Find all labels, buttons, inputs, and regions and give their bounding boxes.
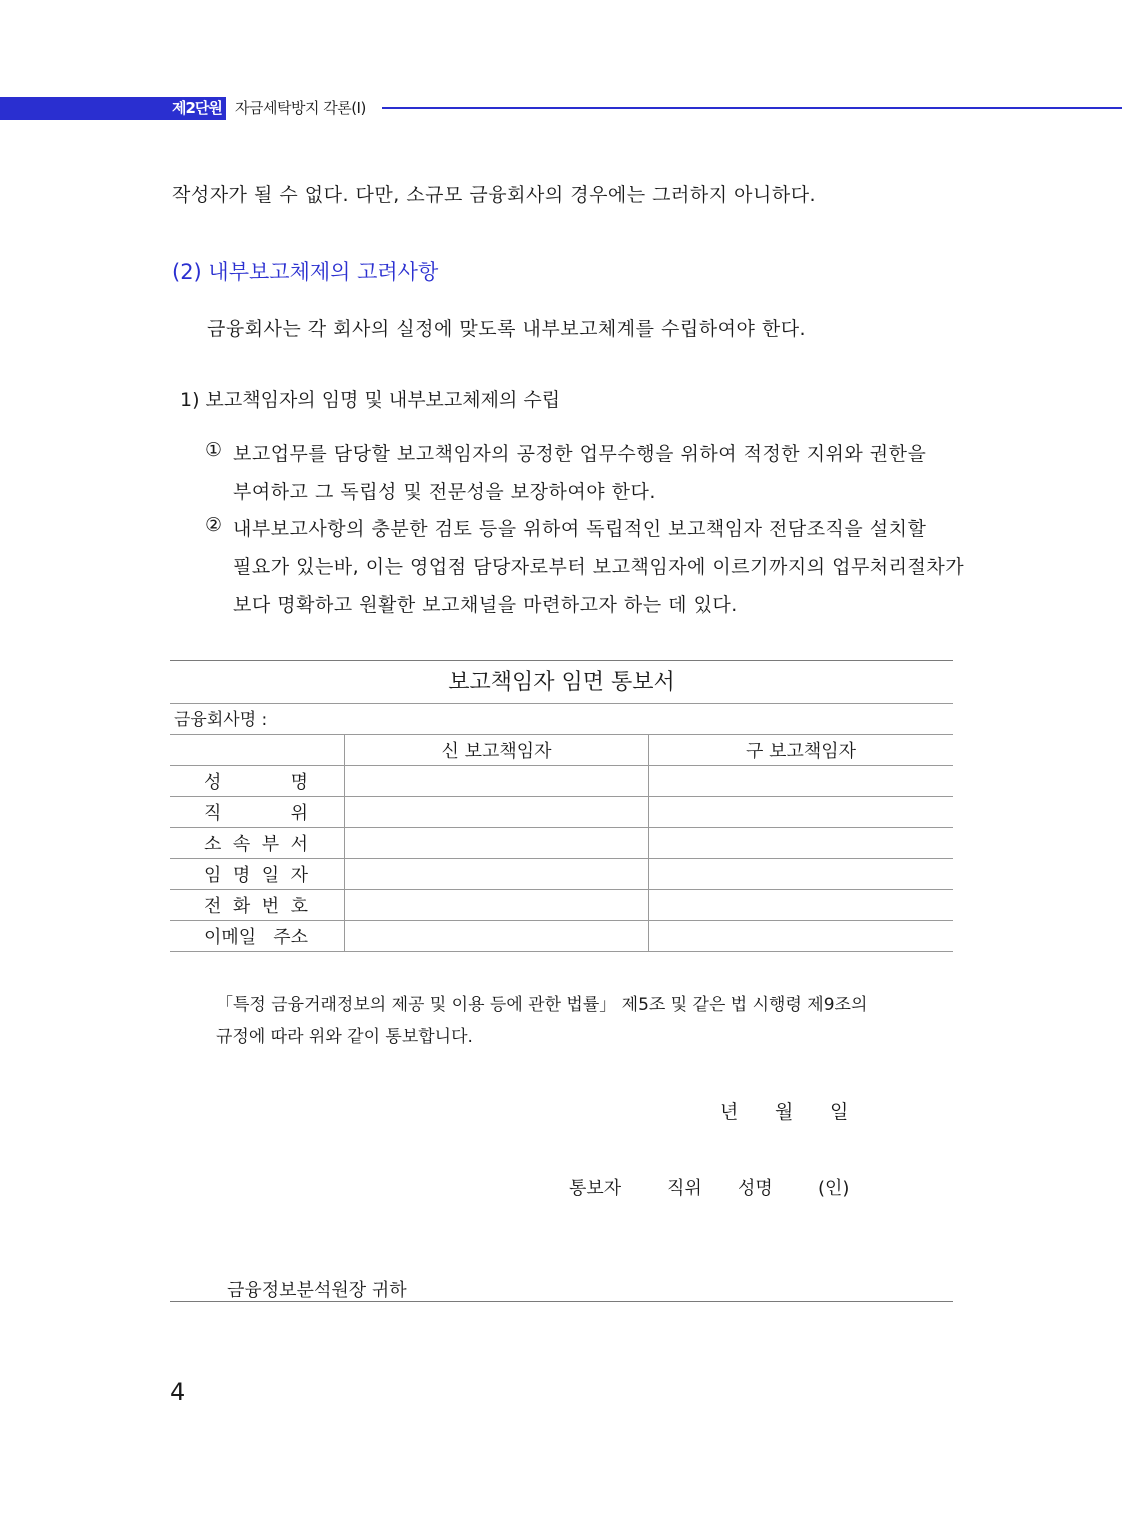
table-header-row: [170, 735, 953, 766]
row-label-char: 호: [290, 896, 308, 917]
page-number: 4: [170, 1378, 186, 1406]
row-label-char: 서: [290, 834, 308, 855]
name-label: 성명: [738, 1178, 773, 1199]
item-text-line: 보다 명확하고 원활한 보고채널을 마련하고자 하는 데 있다.: [233, 594, 738, 616]
item-text-line: 내부보고사항의 충분한 검토 등을 위하여 독립적인 보고책임자 전담조직을 설치할: [233, 518, 927, 540]
item-text-line: 필요가 있는바, 이는 영업점 담당자로부터 보고책임자에 이르기까지의 업무처리절차가: [233, 556, 965, 578]
col-old-officer: 구 보고책임자: [649, 735, 954, 766]
item-number: ①: [205, 439, 223, 461]
table-row: [170, 921, 953, 952]
header-blank-cell: [170, 735, 345, 766]
item-text-line: 부여하고 그 독립성 및 전문성을 보장하여야 한다.: [233, 481, 656, 503]
row-label-char: 위: [290, 803, 308, 824]
form-bottom-rule: [170, 1301, 953, 1302]
old-officer-cell[interactable]: [649, 859, 954, 890]
item-text-line: 보고업무를 담당할 보고책임자의 공정한 업무수행을 위하여 적정한 지위와 권한을: [233, 443, 927, 465]
new-officer-cell[interactable]: [345, 828, 649, 859]
row-label-char: 주소: [273, 927, 308, 948]
row-label-char: 임: [204, 865, 222, 886]
row-label-position: [170, 797, 345, 828]
row-label-char: 소: [204, 834, 222, 855]
old-officer-cell[interactable]: [649, 797, 954, 828]
row-label-char: 명: [290, 772, 308, 793]
row-label-char: 성: [204, 772, 222, 793]
sub-heading: 1) 보고책임자의 임명 및 내부보고체제의 수립: [180, 389, 561, 411]
intro-paragraph: 금융회사는 각 회사의 실정에 맞도록 내부보고체계를 수립하여야 한다.: [207, 318, 807, 340]
form-title: 보고책임자 임면 통보서: [170, 661, 953, 704]
table-row: [170, 859, 953, 890]
date-day-label: 일: [830, 1101, 849, 1123]
section-heading: (2) 내부보고체제의 고려사항: [172, 260, 439, 284]
row-label-name: [170, 766, 345, 797]
new-officer-cell[interactable]: [345, 797, 649, 828]
table-row: [170, 766, 953, 797]
new-officer-cell[interactable]: [345, 766, 649, 797]
new-officer-cell[interactable]: [345, 859, 649, 890]
row-label-phone: [170, 890, 345, 921]
header-unit-label: 제2단원: [172, 99, 222, 117]
new-officer-cell[interactable]: [345, 921, 649, 952]
officer-table: [170, 735, 953, 952]
position-label: 직위: [667, 1178, 702, 1199]
row-label-email: [170, 921, 345, 952]
old-officer-cell[interactable]: [649, 766, 954, 797]
row-label-char: 전: [204, 896, 222, 917]
row-label-char: 번: [261, 896, 280, 917]
item-number: ②: [205, 514, 223, 536]
row-label-char: 부: [261, 834, 280, 855]
legal-notice-line: 「특정 금융거래정보의 제공 및 이용 등에 관한 법률」 제5조 및 같은 법 시행령 제9조의: [216, 995, 868, 1015]
row-label-char: 직: [204, 803, 222, 824]
addressee: 금융정보분석원장 귀하: [227, 1280, 407, 1301]
row-label-department: [170, 828, 345, 859]
row-label-char: 이메일: [204, 927, 257, 948]
table-row: [170, 797, 953, 828]
row-label-char: 명: [232, 865, 251, 886]
notifier-label: 통보자: [569, 1178, 622, 1199]
col-new-officer: 신 보고책임자: [345, 735, 649, 766]
continuation-paragraph: 작성자가 될 수 없다. 다만, 소규모 금융회사의 경우에는 그러하지 아니하다.: [172, 184, 817, 206]
header-chapter-title: 자금세탁방지 각론(Ⅰ): [235, 99, 366, 117]
table-row: [170, 828, 953, 859]
old-officer-cell[interactable]: [649, 921, 954, 952]
row-label-appointment-date: [170, 859, 345, 890]
row-label-char: 일: [261, 865, 280, 886]
old-officer-cell[interactable]: [649, 828, 954, 859]
header-rule: [382, 107, 1122, 109]
date-month-label: 월: [775, 1101, 794, 1123]
date-year-label: 년: [720, 1101, 739, 1123]
old-officer-cell[interactable]: [649, 890, 954, 921]
seal-label: (인): [818, 1178, 850, 1199]
company-name-field: 금융회사명 :: [170, 704, 953, 735]
new-officer-cell[interactable]: [345, 890, 649, 921]
row-label-char: 화: [232, 896, 251, 917]
row-label-char: 속: [232, 834, 251, 855]
appointment-notice-form: [170, 660, 953, 952]
row-label-char: 자: [290, 865, 308, 886]
legal-notice-line: 규정에 따라 위와 같이 통보합니다.: [216, 1027, 473, 1047]
table-row: [170, 890, 953, 921]
